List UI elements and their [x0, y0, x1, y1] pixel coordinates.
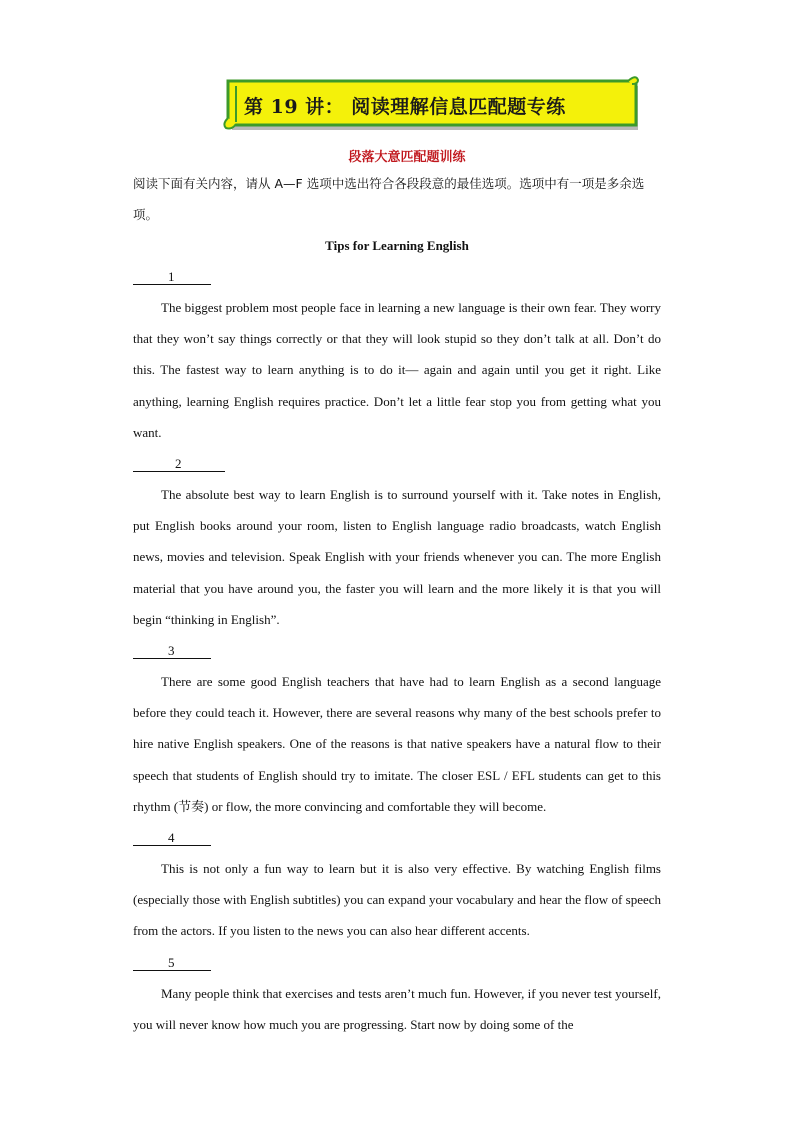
instructions: 阅读下面有关内容，请从 A—F 选项中选出符合各段段意的最佳选项。选项中有一项是多余选项。 — [133, 176, 645, 222]
passage-title: Tips for Learning English — [325, 238, 469, 253]
answer-blank-4 — [133, 822, 661, 853]
answer-blank-3 — [133, 635, 661, 666]
blank-number: 3 — [168, 643, 175, 659]
answer-blank-5 — [133, 947, 661, 978]
paragraph-1: The biggest problem most people face in learning a new language is their own fear. They worry that they won’t say things correctly or that they will look stupid so they don’t talk at all. Don’t do this. The fastest way to learn anything is to do it— again and again until you get it right. Like anything, learning English requires practice. Don’t let a little fear stop you from getting what you want. — [133, 300, 661, 440]
paragraph-4: This is not only a fun way to learn but it is also very effective. By watching English films (especially those with English subtitles) you can expand your vocabulary and hear the flow of speech from the actors. If you listen to the news you can also hear different accents. — [133, 861, 661, 939]
blank-number: 5 — [168, 954, 175, 970]
answer-blank-2 — [133, 448, 661, 479]
blank-number: 2 — [175, 456, 182, 472]
paragraph-3: There are some good English teachers that have had to learn English as a second language before they could teach it. However, there are several reasons why many of the best schools prefer to hire native English speakers. One of the reasons is that native speakers have a natural flow to their speech that students of English should try to imitate. The closer ESL / EFL students can get to this rhythm (节奏) or flow, the more convincing and comfortable they will become. — [133, 674, 661, 814]
paragraph-5: Many people think that exercises and tests aren’t much fun. However, if you never test yourself, you will never know how much you are progressing. Start now by doing some of the — [133, 985, 661, 1032]
section-title: 段落大意匹配题训练 — [348, 150, 466, 165]
lesson-title: 第 19 讲： 阅读理解信息匹配题专练 — [244, 96, 566, 118]
blank-number: 1 — [168, 269, 175, 284]
document-body — [133, 168, 661, 1040]
answer-blank-1 — [133, 261, 661, 292]
title-banner — [222, 74, 642, 134]
blank-number: 4 — [168, 830, 175, 846]
paragraph-2: The absolute best way to learn English is to surround yourself with it. Take notes in English, put English books around your room, listen to English language radio broadcasts, watch English news, movies and television. Speak English with your friends whenever you can. The more English material that you have around you, the faster you will learn and the more likely it is that you will begin “thinking in English”. — [133, 487, 661, 627]
